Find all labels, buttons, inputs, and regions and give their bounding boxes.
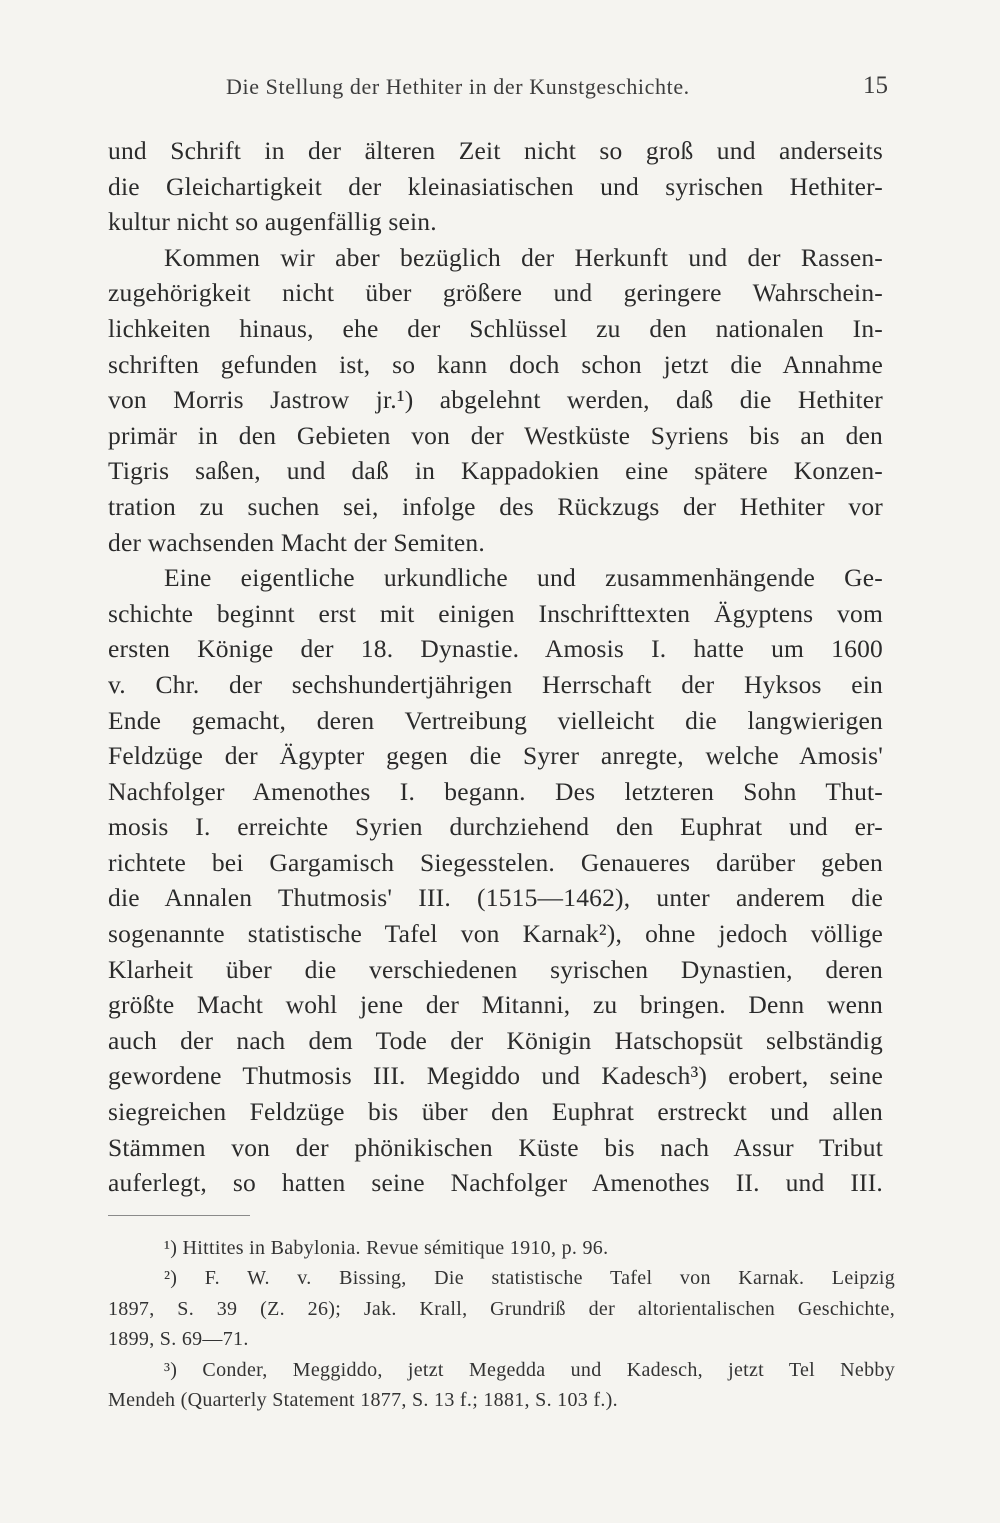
text-line: Nachfolger Amenothes I. begann. Des letzteren Sohn Thut- [108, 776, 883, 806]
paragraph-start-line: Eine eigentliche urkundliche und zusammenhängende Ge- [164, 563, 883, 593]
text-line: zugehörigkeit nicht über größere und geringere Wahrschein- [108, 278, 883, 308]
paragraph-start-line: Kommen wir aber bezüglich der Herkunft und der Rassen- [164, 242, 883, 272]
text-line: schichte beginnt erst mit einigen Inschrifttexten Ägyptens vom [108, 598, 883, 628]
text-line: Klarheit über die verschiedenen syrischen Dynastien, deren [108, 954, 883, 984]
footnote-1: ¹) Hittites in Babylonia. Revue sémitique 1910, p. 96. [164, 1237, 609, 1259]
text-line: Stämmen von der phönikischen Küste bis nach Assur Tribut [108, 1132, 883, 1162]
footnote-divider [108, 1215, 250, 1216]
text-line: primär in den Gebieten von der Westküste Syriens bis an den [108, 420, 883, 450]
text-line: sogenannte statistische Tafel von Karnak²), ohne jedoch völlige [108, 919, 883, 949]
text-line: kultur nicht so augenfällig sein. [108, 207, 437, 237]
text-line: auch der nach dem Tode der Königin Hatschopsüt selbständig [108, 1025, 883, 1055]
running-title: Die Stellung der Hethiter in der Kunstgeschichte. [226, 74, 690, 99]
text-line: auferlegt, so hatten seine Nachfolger Amenothes II. und III. [108, 1168, 883, 1198]
footnote-line: Mendeh (Quarterly Statement 1877, S. 13 f.; 1881, S. 103 f.). [108, 1388, 618, 1411]
running-head [108, 72, 888, 106]
text-line: mosis I. erreichte Syrien durchziehend den Euphrat und er- [108, 812, 883, 842]
footnotes [108, 1233, 895, 1415]
text-line: Feldzüge der Ägypter gegen die Syrer anregte, welche Amosis' [108, 741, 883, 771]
footnote-2: ²) F. W. v. Bissing, Die statistische Tafel von Karnak. Leipzig [164, 1267, 895, 1290]
text-line: gewordene Thutmosis III. Megiddo und Kadesch³) erobert, seine [108, 1061, 883, 1091]
footnote-line: 1897, S. 39 (Z. 26); Jak. Krall, Grundriß der altorientalischen Geschichte, [108, 1297, 895, 1320]
text-line: der wachsenden Macht der Semiten. [108, 527, 485, 557]
text-line: schriften gefunden ist, so kann doch schon jetzt die Annahme [108, 349, 883, 379]
text-line: größte Macht wohl jene der Mitanni, zu bringen. Denn wenn [108, 990, 883, 1020]
footnote-line: 1899, S. 69—71. [108, 1328, 249, 1351]
text-line: siegreichen Feldzüge bis über den Euphrat erstreckt und allen [108, 1097, 883, 1127]
text-line: Ende gemacht, deren Vertreibung vielleicht die langwierigen [108, 705, 883, 735]
text-line: tration zu suchen sei, infolge des Rückzugs der Hethiter vor [108, 491, 883, 521]
footnote-3: ³) Conder, Meggiddo, jetzt Megedda und Kadesch, jetzt Tel Nebby [164, 1358, 895, 1381]
text-line: Tigris saßen, und daß in Kappadokien eine spätere Konzen- [108, 456, 883, 486]
text-line: von Morris Jastrow jr.¹) abgelehnt werden, daß die Hethiter [108, 385, 883, 415]
text-line: die Gleichartigkeit der kleinasiatischen und syrischen Hethiter- [108, 171, 883, 201]
text-line: lichkeiten hinaus, ehe der Schlüssel zu den nationalen In- [108, 313, 883, 343]
text-line: richtete bei Gargamisch Siegesstelen. Genaueres darüber geben [108, 847, 883, 877]
page-number: 15 [863, 72, 888, 99]
text-line: ersten Könige der 18. Dynastie. Amosis I. hatte um 1600 [108, 634, 883, 664]
text-line: die Annalen Thutmosis' III. (1515—1462), unter anderem die [108, 883, 883, 913]
body-text [108, 133, 883, 1201]
text-line: und Schrift in der älteren Zeit nicht so groß und anderseits [108, 136, 883, 165]
text-line: v. Chr. der sechshundertjährigen Herrschaft der Hyksos ein [108, 669, 883, 699]
